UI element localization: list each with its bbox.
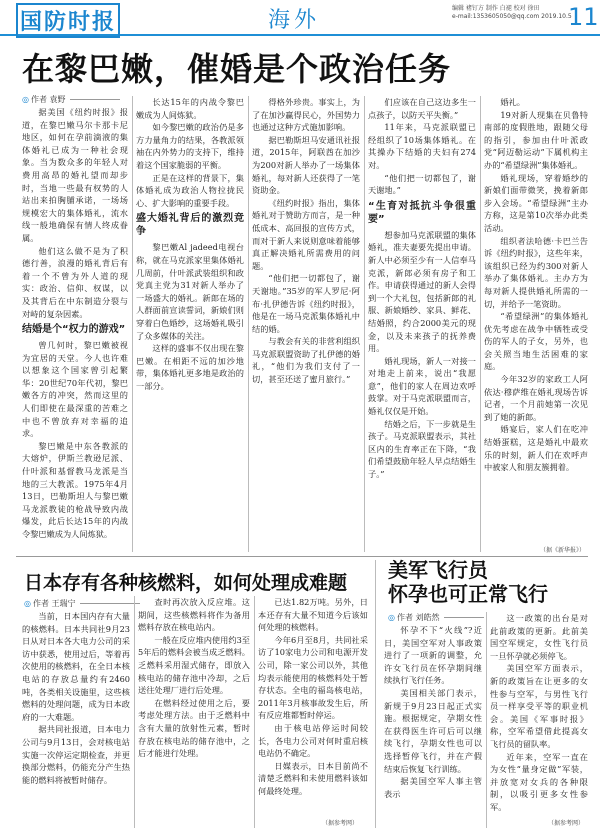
article3-column-1 — [384, 624, 482, 828]
paragraph: 查时再次放入反应堆。这期间，这些核燃料将作为备用燃料存放在核电站内。 — [138, 597, 250, 633]
editor-line: 编辑 褚钉方 制作 白褪 校对 徐田 — [452, 5, 540, 12]
column-divider — [254, 596, 255, 828]
article3-credit: （据参考网） — [548, 820, 585, 827]
paragraph: 婚礼。 — [500, 97, 525, 107]
byline-rule — [70, 99, 120, 100]
paragraph: 组织者法哈德·卡巴兰告诉《纽约时报》，这些年来，该组织已经为约300对新人举办了集体婚礼。主办方为每对新人提供婚礼所需的一切，并给予一笔资助。 — [484, 235, 588, 309]
paragraph: 今年6月至8月，共同社采访了10家电力公司和电源开发公司，除一家公司以外，其他均表示能使用的核燃料处于暂存状态。全电的福岛核电站，2011年3月核事故发生后，所有反应堆都暂时停运。 — [258, 634, 368, 721]
column-divider — [248, 96, 249, 552]
article3-headline-line1: 美军飞行员 — [388, 558, 488, 582]
paragraph: 日媒表示，日本目前尚不清楚乏燃料和未使用燃料该如何最终处理。 — [258, 760, 368, 796]
column-divider — [364, 96, 365, 552]
article2-column-2 — [138, 596, 250, 828]
paragraph: 由于核电站停运时间较长，各电力公司对何时重启核电站仍不确定。 — [258, 722, 368, 759]
paragraph: “希望绿洲”的集体婚礼优先考虑在战争中牺牲或受伤的军人的子女，另外，也会关照当地生活困难的家庭。 — [484, 311, 588, 372]
paragraph: 黎巴嫩Al jadeed电视台称，就在马克派家里集体婚礼几周前，什叶派武装组织和政党真主党为31对新人举办了一场盛大的婚礼。新郎在场的人群面前宣读誓词，新娘们则穿着白色婚纱，这场婚礼吸引了众多媒体的关注。 — [136, 242, 244, 341]
article1-column-3 — [252, 96, 360, 554]
paragraph: 今年32岁的家政工人阿依达·穆萨维在婚礼现场告诉记者，一个月前她第一次见到了她的新郎。 — [484, 374, 588, 422]
paragraph: 这样的盛事不仅出现在黎巴嫩。在相距不远的加沙地带，集体婚礼更多地是政治的一部分。 — [136, 343, 244, 391]
article2-credit: （据参考网） — [322, 820, 359, 827]
paragraph: 如今黎巴嫩的政治仍是多方力量角力的结果，各教派领袖在内外势力的支持下，维持着这个国家脆弱的平衡。 — [136, 122, 244, 170]
article1-column-4 — [368, 96, 476, 554]
section-divider — [16, 556, 588, 557]
bullet-icon: ◎ — [388, 613, 395, 622]
paragraph: 近年来，空军一直在为女性“量身定做”军装，并放宽对女兵的各种限制，以吸引更多女性参军。 — [490, 751, 588, 812]
masthead-meta — [452, 5, 572, 21]
column-divider — [480, 96, 481, 552]
paragraph: 据巴勒斯坦马安通讯社报道，2015年，阿联酋在加沙为200对新人举办了一场集体婚礼，每对新人还获得了一笔资助金。 — [252, 134, 360, 196]
paragraph: 据共同社报道，日本电力公司与9月13日，会对核电站实施一次停运定期检查，并更换部分燃料，仍能充分产生热能的燃料将被暂时储存。 — [22, 724, 130, 785]
paragraph: 美国相关部门表示，新规于9月23日起正式实施。根据规定，孕期女性在获得医生许可后可以继续飞行，孕期女性也可以选择暂停飞行，并在产假结束后恢复飞行训练。 — [384, 687, 482, 774]
paragraph: 与教会有关的非营利组织马克派联盟资助了扎伊德的婚礼，“他们为我们支付了一切，甚至还送了蜜月旅行。” — [252, 336, 360, 385]
paragraph: 们应该在自己这边多生一点孩子，以防天平失衡。” — [368, 97, 476, 120]
paragraph: 《纽约时报》指出，集体婚礼对于赞助方而言，是一种低成本、高回报的宣传方式，而对于新人来说则意味着能够真正解决婚礼所需费用的问题。 — [252, 197, 360, 271]
article3-headline-line2: 怀孕也可正常飞行 — [388, 582, 548, 606]
section-title: 海外 — [268, 8, 321, 33]
paragraph: 11年来，马克派联盟已经组织了10场集体婚礼。在其操办下结婚的夫妇有274对。 — [368, 122, 476, 170]
paragraph: 据美国空军人事主管表示 — [384, 776, 482, 799]
article3-headline — [388, 558, 548, 606]
paragraph: 他们这么做不是为了积德行善，浪漫的婚礼背后有着一个不曾为外人道的现实：政治、信仰、权谋，以及其背后在中东制造分裂与对峙的复杂因素。 — [22, 245, 128, 319]
paragraph: “他们把一切都包了，谢天谢地。” — [368, 172, 476, 196]
paragraph: 正是在这样的背景下，集体婚礼成为政治人物拉拢民心、扩大影响的重要手段。 — [136, 172, 244, 208]
masthead — [0, 0, 600, 36]
paragraph: 美国空军方面表示，新的政策旨在让更多的女性参与空军，与男性飞行员一样享受平等的职业机会。美国《军事时报》称，空军希望借此提高女飞行员的留队率。 — [490, 663, 588, 749]
issue-date: 2019.10.5 — [541, 13, 572, 20]
column-divider — [375, 560, 376, 828]
newspaper-logo — [16, 3, 122, 38]
paragraph: 怀孕不下“火线”?近日，美国空军对人事政策进行了一项新的调整，允许女飞行员在怀孕期间继续执行飞行任务。 — [384, 625, 482, 686]
article1-byline — [22, 94, 120, 105]
article2-byline — [24, 598, 140, 609]
paragraph: 一般在反应堆内使用约3至5年后的燃料会被当成乏燃料。乏燃料采用湿式储存，即放入核电站的储存池中冷却，之后送往处理厂进行后处理。 — [138, 634, 250, 696]
article3-author: 作者 刘皓然 — [396, 613, 440, 622]
byline-rule — [444, 617, 484, 618]
paragraph: 当前，日本国内存有大量的核燃料。日本共同社9月23日从对日本各大电力公司的采访中获悉，使用过后，等着再次使用的核燃料，在全日本核电站的存放总量约有2460吨，各类相关设施里，这些核燃料的处理问题，成为日本政府的一大难题。 — [22, 611, 130, 722]
paragraph: 长达15年的内战令黎巴嫩成为人间炼狱。 — [136, 97, 244, 120]
paragraph: 据美国《纽约时报》报道，在黎巴嫩马尔卡那卡尼地区，如何在孕前滴液的集体婚礼已成为一种社会现象。当为数众多的年轻人对费用高昂的婚礼望而却步时，当地一些最有权势的人站出来拍胸脯承诺，一场场规模宏大的集体婚礼，流水线一般地确保有情人终成眷属。 — [22, 107, 128, 243]
article3-column-2 — [490, 612, 588, 818]
paragraph: 19对新人现集在贝鲁特南部的度假胜地，跟随父母的指引，参加由什叶派政党“阿迈勒运动”下属机构主办的“希望绿洲”集体婚礼。 — [484, 109, 588, 170]
article2-author: 作者 王瑞宁 — [32, 599, 76, 608]
paragraph: 黎巴嫩是中东各教派的大熔炉，伊斯兰教逊尼派、什叶派和基督教马龙派是当地的三大教派。1975年4月13日，巴勒斯坦人与黎巴嫩马龙派教徒的枪战导致内战爆发，此后长达15年的内战令黎巴嫩成为人间炼狱。 — [22, 440, 128, 539]
paragraph: 婚礼现场，新人一对接一对地走上前来，说出“我愿意”，他们的家人在周边欢呼鼓掌。对于马克派联盟而言，婚礼仅仅是开始。 — [368, 355, 476, 417]
bullet-icon: ◎ — [24, 599, 31, 608]
column-divider — [132, 96, 133, 552]
paragraph: 已达1.82万吨。另外，日本还存有大量不知道今后该如何处理的核燃料。 — [258, 597, 368, 633]
subheading: 盛大婚礼背后的激烈竞争 — [136, 213, 244, 238]
article1-column-1 — [22, 106, 128, 554]
paragraph: 曾几何时，黎巴嫩被视为宜居的天堂。今人也许难以想象这个国家曾引起繁华：20世纪70年代初，黎巴嫩各方的冲突，然而这里的人们即使在最深重的苦难之中也不曾放弃对幸福的追求。 — [22, 340, 128, 439]
logo-text: 国防时报 — [16, 3, 120, 38]
paragraph: 结婚之后，下一步就是生孩子。马克派联盟表示，其社区内的生育率正在下降，“我们希望鼓励年轻人早点结婚生子。” — [368, 418, 476, 480]
article3-byline — [388, 612, 484, 623]
bullet-icon: ◎ — [22, 95, 29, 104]
column-divider — [486, 612, 487, 828]
paragraph: 想参加马克派联盟的集体婚礼，准夫妻要先提出申请。新人中必须至少有一人信奉马克派，新郎必须有房子和工作。申请获得通过的新人会得到一个大礼包，包括新郎的礼服、新娘婚纱、家具、鲜花、结婚照，约合2000美元的现金，以及未来孩子的抚养费用。 — [368, 229, 476, 354]
article2-column-3 — [258, 596, 368, 818]
byline-rule — [80, 603, 140, 604]
page-number: 11 — [568, 3, 599, 31]
article1-credit: （据《新华报》） — [540, 547, 586, 554]
article1-headline: 在黎巴嫩，催婚是个政治任务 — [22, 50, 452, 88]
paragraph: 婚礼现场，穿着婚纱的新娘们面带微笑，挽着新郎步入会场。“希望绿洲”主办方称，这是第10次举办此类活动。 — [484, 172, 588, 233]
paragraph: 婚宴后，家人们在吃冲结婚蛋糕，这是婚礼中最欢乐的时刻，新人们在欢呼声中被家人和朋友簇拥着。 — [484, 424, 588, 473]
article1-column-2 — [136, 96, 244, 554]
article1-author: 作者 袁野 — [30, 95, 66, 104]
subheading: “生育对抵抗斗争很重要” — [368, 200, 476, 225]
article2-headline: 日本存有各种核燃料，如何处理成难题 — [24, 572, 348, 594]
paragraph: 在燃料经过使用之后，要考虑处理方法。由于乏燃料中含有大量的放射性元素，暂时存放在核电站的储存池中，之后才能进行处理。 — [138, 697, 250, 759]
paragraph: 得格外珍贵。事实上，为了在加沙赢得民心，外国势力也通过这种方式施加影响。 — [252, 97, 360, 133]
article1-column-5 — [484, 96, 588, 544]
paragraph: “他们把一切都包了，谢天谢地。”35岁的军人罗尼·阿布·扎伊德告诉《纽约时报》，他是在一场马克派集体婚礼中结的婚。 — [252, 273, 360, 334]
subheading: 结婚是个“权力的游戏” — [22, 324, 126, 336]
column-divider — [134, 596, 135, 828]
paragraph: 这一政策的出台是对此前政策的更新。此前美国空军规定，女性飞行员一旦怀孕就必须停飞。 — [490, 613, 588, 661]
email: e-mail:1353605050@qq.com — [452, 13, 540, 20]
email-line — [452, 13, 572, 21]
article2-column-1 — [22, 610, 130, 828]
